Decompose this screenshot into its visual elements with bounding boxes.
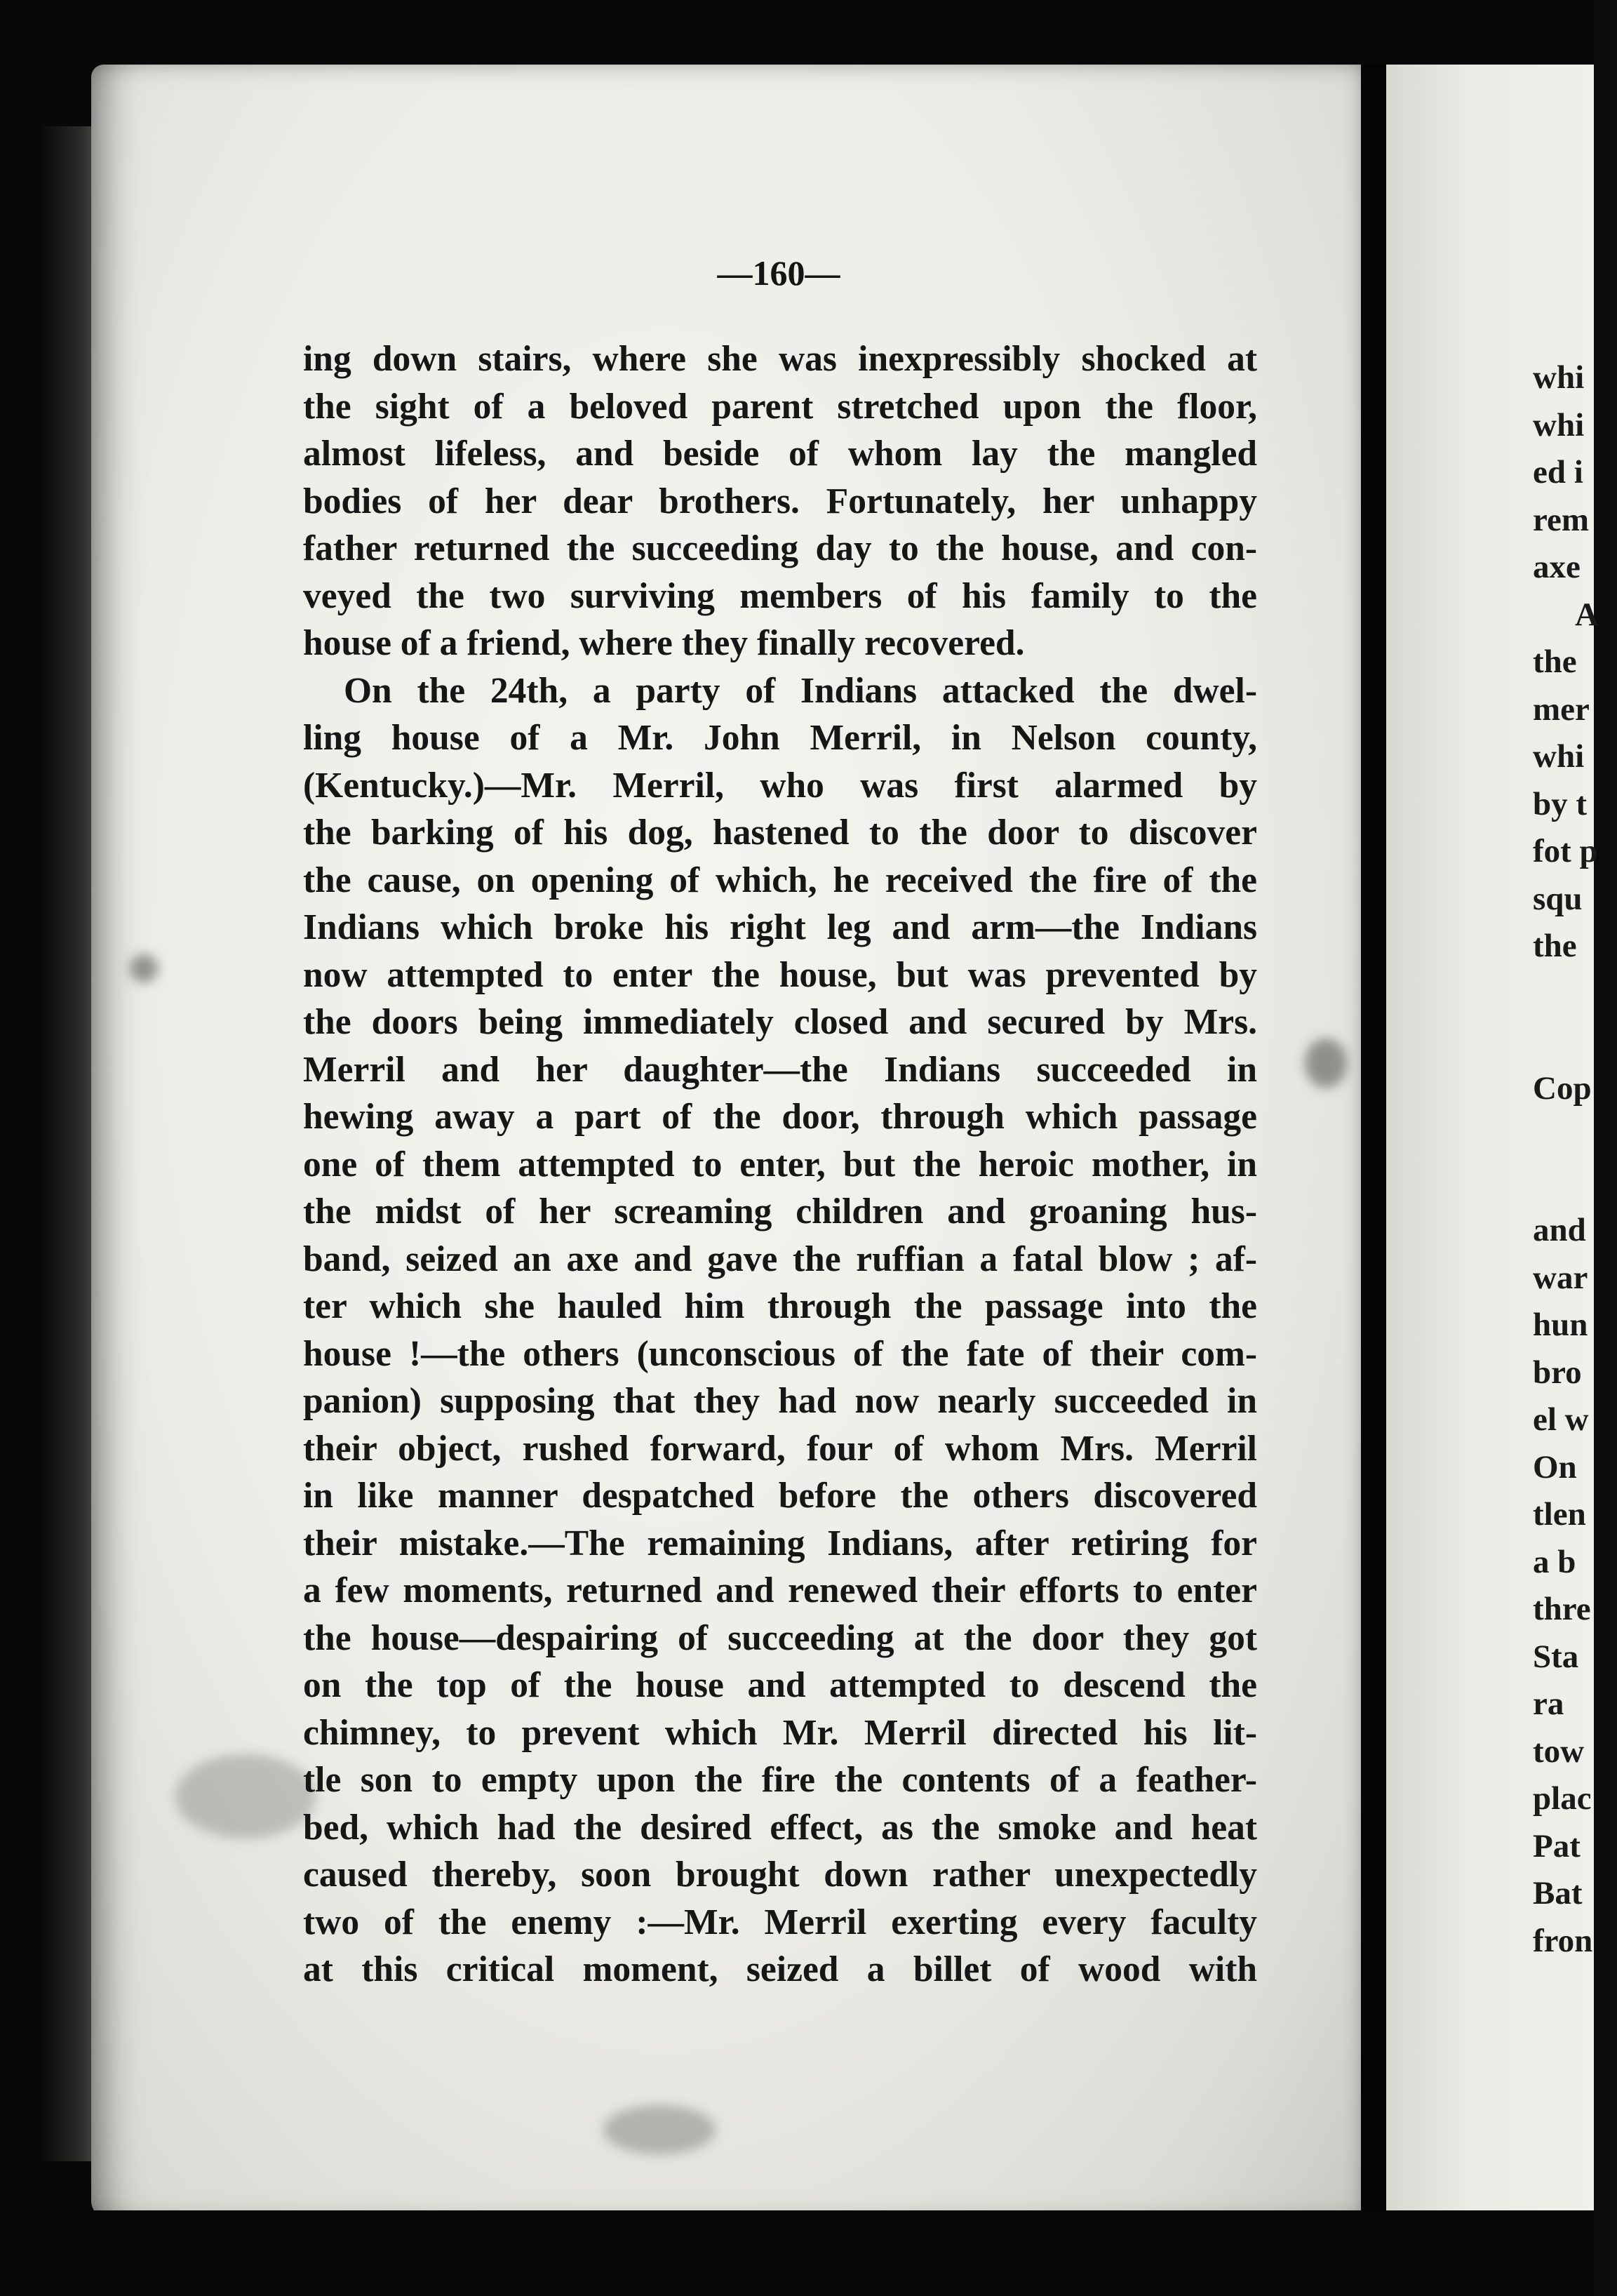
scan-bottom-edge [0,2210,1594,2296]
text-line: the barking of his dog, hastened to the door to discover [303,813,1257,853]
facing-fragment: thre [1533,1591,1591,1627]
facing-fragment: fron [1533,1922,1593,1959]
facing-fragment: war [1533,1259,1588,1296]
text-line: band, seized an axe and gave the ruffian a fatal blow ; af- [303,1239,1257,1279]
text-line: their mistake.—The remaining Indians, after retiring for [303,1523,1257,1563]
facing-fragment: plac [1533,1780,1592,1817]
text-line: Indians which broke his right leg and arm—the Indians [303,907,1257,947]
facing-fragment: axe [1533,549,1581,585]
facing-fragment: by t [1533,785,1588,822]
text-line: tle son to empty upon the fire the contents of a feather- [303,1760,1257,1800]
text-line: now attempted to enter the house, but was prevented by [303,954,1257,995]
text-line: the doors being immediately closed and secured by Mrs. [303,1002,1257,1042]
text-line: panion) supposing that they had now nearly succeeded in [303,1381,1257,1421]
facing-fragment: Sta [1533,1638,1579,1675]
facing-fragment: tlen [1533,1496,1586,1533]
text-line: at this critical moment, seized a billet of wood with [303,1949,1257,1989]
ink-blot [1305,1039,1347,1088]
body-text [303,335,1257,1994]
text-line: the sight of a beloved parent stretched upon the floor, [303,386,1257,427]
text-line: on the top of the house and attempted to descend the [303,1665,1257,1705]
facing-fragment: whi [1533,406,1585,443]
stain [603,2105,716,2154]
text-line: ter which she hauled him through the passage into the [303,1286,1257,1326]
text-line: (Kentucky.)—Mr. Merril, who was first alarmed by [303,765,1257,806]
facing-fragment: Bat [1533,1875,1583,1911]
ink-blot [130,954,158,982]
facing-fragment [1533,970,1617,1018]
text-line: their object, rushed forward, four of whom Mrs. Merril [303,1428,1257,1469]
facing-fragment: tow [1533,1733,1585,1770]
text-line: ing down stairs, where she was inexpressibly shocked at [303,339,1257,379]
facing-fragment: ed i [1533,454,1583,490]
facing-fragment: squ [1533,880,1583,917]
text-line: house of a friend, where they finally recovered. [303,623,1025,663]
facing-fragment: and [1533,1212,1586,1248]
text-line: house !—the others (unconscious of the fate of their com- [303,1333,1257,1374]
text-line: one of them attempted to enter, but the heroic mother, in [303,1144,1257,1184]
facing-fragment: the [1533,643,1577,680]
facing-fragment: hun [1533,1307,1588,1343]
facing-fragment: Pat [1533,1827,1581,1864]
facing-fragment: Cop [1533,1069,1592,1107]
text-line: the midst of her screaming children and groaning hus- [303,1192,1257,1232]
text-line: veyed the two surviving members of his family to the [303,575,1257,616]
facing-fragment [1533,1017,1617,1065]
facing-fragment: a b [1533,1543,1576,1580]
facing-fragment [1533,1112,1617,1160]
text-line: chimney, to prevent which Mr. Merril directed his lit- [303,1712,1257,1753]
facing-page-text [1533,354,1617,1965]
facing-fragment: el w [1533,1401,1589,1438]
facing-fragment [1533,1160,1617,1208]
text-line: father returned the succeeding day to the house, and con- [303,528,1257,568]
text-line: Merril and her daughter—the Indians succeeded in [303,1049,1257,1090]
facing-fragment: the [1533,928,1577,964]
text-line: ling house of a Mr. John Merril, in Nelson county, [303,718,1257,758]
stain [175,1754,316,1838]
facing-fragment: bro [1533,1354,1582,1391]
facing-fragment: ra [1533,1686,1564,1722]
facing-fragment: whi [1533,359,1585,396]
text-line: the cause, on opening of which, he received the fire of the [303,860,1257,900]
page-number: —160— [717,253,840,293]
facing-fragment: On [1533,1448,1577,1486]
text-line: caused thereby, soon brought down rather unexpectedly [303,1855,1257,1895]
facing-fragment: fot p [1533,833,1598,869]
text-line: in like manner despatched before the others discovered [303,1476,1257,1516]
text-line: bed, which had the desired effect, as the smoke and heat [303,1807,1257,1848]
text-line: almost lifeless, and beside of whom lay the mangled [303,434,1257,474]
text-line: a few moments, returned and renewed their efforts to enter [303,1570,1257,1610]
facing-fragment: A [1575,596,1599,633]
page-gutter [1361,63,1386,2224]
text-line: the house—despairing of succeeding at the door they got [303,1617,1257,1658]
text-line: hewing away a part of the door, through which passage [303,1097,1257,1137]
facing-fragment: mer [1533,690,1590,728]
facing-fragment: whi [1533,738,1585,775]
text-line: bodies of her dear brothers. Fortunately, her unhappy [303,481,1257,521]
text-line: two of the enemy :—Mr. Merril exerting every faculty [303,1902,1257,1942]
text-line: On the 24th, a party of Indians attacked the dwel- [344,670,1257,711]
facing-fragment: rem [1533,501,1590,538]
